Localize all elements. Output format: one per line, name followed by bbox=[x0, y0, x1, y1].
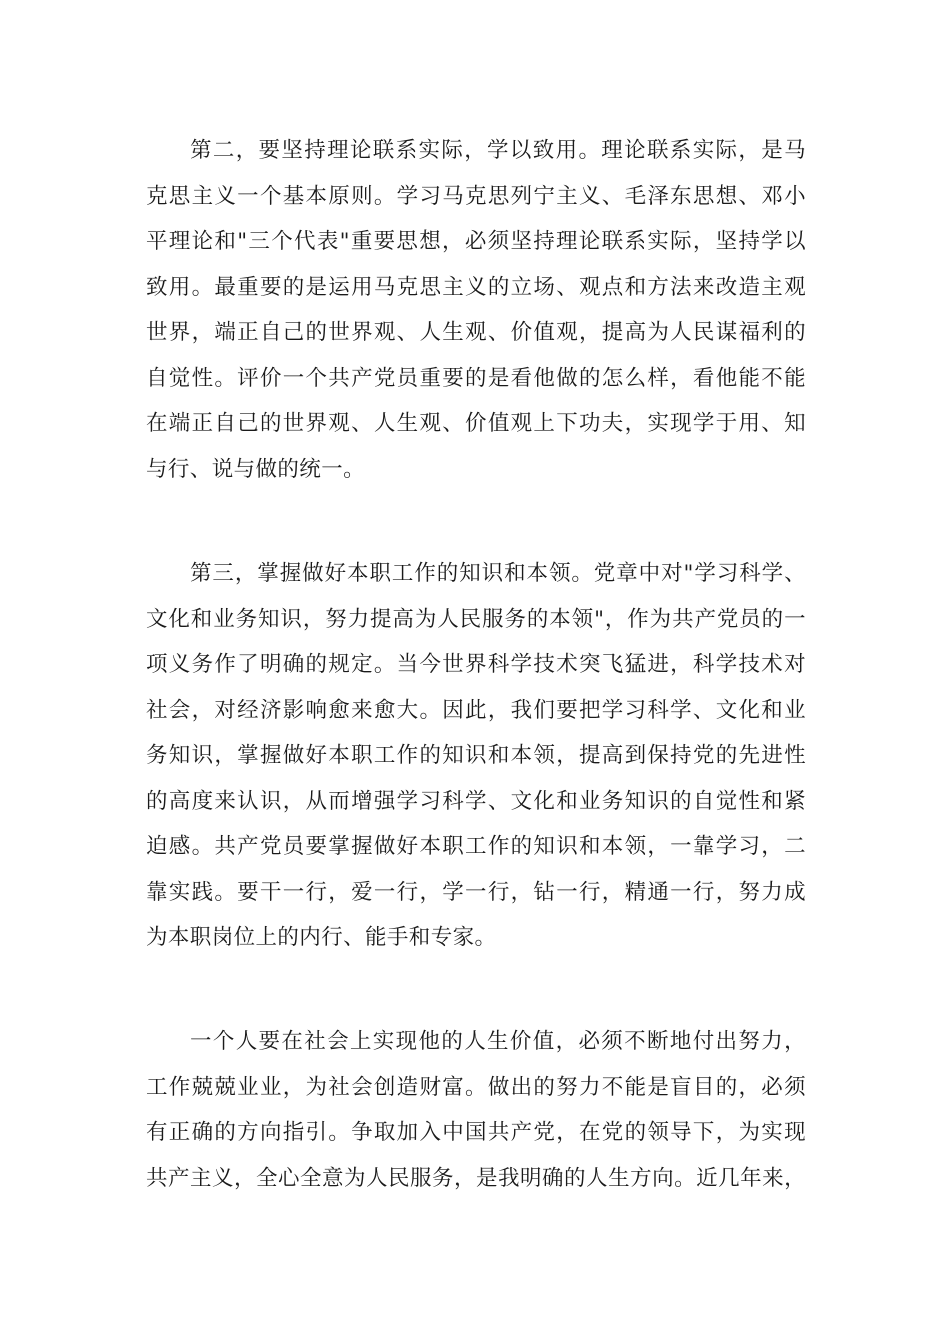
paragraph-line: 靠实践。要干一行，爱一行，学一行，钻一行，精通一行，努力成 bbox=[146, 879, 806, 905]
paragraph-line: 与行、说与做的统一。 bbox=[146, 456, 366, 482]
paragraph-line: 为本职岗位上的内行、能手和专家。 bbox=[146, 925, 497, 950]
paragraph-line: 致用。最重要的是运用马克思主义的立场、观点和方法来改造主观 bbox=[146, 274, 806, 300]
paragraph-line: 文化和业务知识，努力提高为人民服务的本领"，作为共产党员的一 bbox=[146, 606, 806, 632]
paragraph-life-value bbox=[146, 1019, 806, 1201]
paragraph-line: 克思主义一个基本原则。学习马克思列宁主义、毛泽东思想、邓小 bbox=[146, 183, 806, 209]
paragraph-job-skills bbox=[146, 551, 806, 961]
paragraph-line: 迫感。共产党员要掌握做好本职工作的知识和本领，一靠学习，二 bbox=[146, 834, 806, 859]
paragraph-line: 自觉性。评价一个共产党员重要的是看他做的怎么样，看他能不能 bbox=[146, 365, 806, 391]
paragraph-line: 有正确的方向指引。争取加入中国共产党，在党的领导下，为实现 bbox=[146, 1120, 806, 1145]
paragraph-line: 工作兢兢业业，为社会创造财富。做出的努力不能是盲目的，必须 bbox=[146, 1074, 806, 1100]
paragraph-line: 项义务作了明确的规定。当今世界科学技术突飞猛进，科学技术对 bbox=[146, 652, 806, 677]
paragraph-line: 共产主义，全心全意为人民服务，是我明确的人生方向。近几年来， bbox=[146, 1165, 806, 1191]
paragraph-line: 第二，要坚持理论联系实际，学以致用。理论联系实际，是马 bbox=[190, 138, 806, 163]
paragraph-line: 务知识，掌握做好本职工作的知识和本领，提高到保持党的先进性 bbox=[146, 743, 806, 768]
paragraph-line: 平理论和"三个代表"重要思想，必须坚持理论联系实际，坚持学以 bbox=[146, 229, 806, 254]
paragraph-line: 社会，对经济影响愈来愈大。因此，我们要把学习科学、文化和业 bbox=[146, 697, 806, 723]
paragraph-line: 第三，掌握做好本职工作的知识和本领。党章中对"学习科学、 bbox=[190, 561, 806, 586]
paragraph-line: 世界，端正自己的世界观、人生观、价值观，提高为人民谋福利的 bbox=[146, 320, 806, 345]
paragraph-line: 一个人要在社会上实现他的人生价值，必须不断地付出努力， bbox=[190, 1029, 806, 1054]
paragraph-line: 在端正自己的世界观、人生观、价值观上下功夫，实现学于用、知 bbox=[146, 411, 806, 436]
paragraph-line: 的高度来认识，从而增强学习科学、文化和业务知识的自觉性和紧 bbox=[146, 788, 806, 814]
paragraph-theory-practice bbox=[146, 128, 806, 492]
